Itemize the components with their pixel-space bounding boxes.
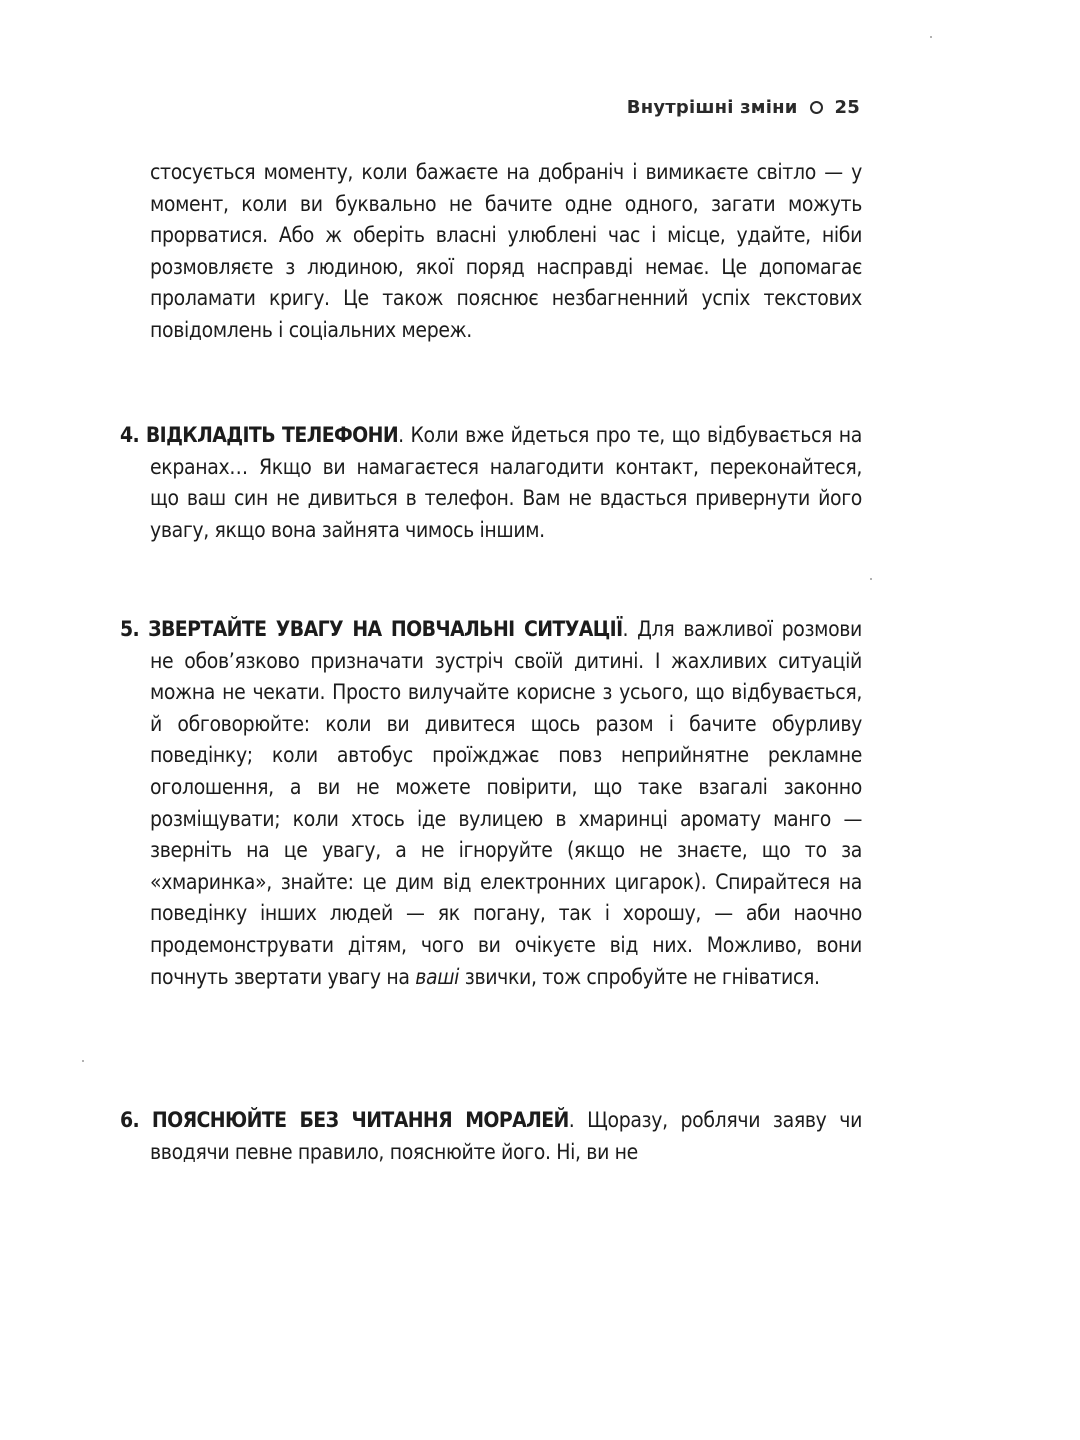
paper-speck (930, 36, 932, 38)
list-item-text-end: звички, тож спробуйте не гніватися. (459, 964, 820, 989)
paper-speck (82, 1060, 84, 1062)
list-item-number: 6. (120, 1108, 140, 1132)
page-number: 25 (834, 97, 860, 118)
list-item-heading: ПОЯСНЮЙТЕ БЕЗ ЧИТАННЯ МОРАЛЕЙ (151, 1108, 569, 1132)
list-item-5 (120, 614, 862, 993)
list-item-4 (120, 420, 862, 546)
list-item-text: . Для важливої розмови не обов’язково призначати зустріч своїй дитині. І жахливих ситуацій можна не чекати. Просто вилучайте корисне з усього, що відбувається, й обговорюйте: коли ви дивитеся щось разом і бачите обурливу поведінку; коли автобус проїжджає повз неприйнятне рекламне оголошення, а ви не можете повірити, що таке взагалі законно розміщувати; коли хтось іде вулицею в хмаринці аромату манго — зверніть на це увагу, а не ігноруйте (якщо не знаєте, що то за «хмаринка», знайте: це дим від електронних цигарок). Спирайтеся на поведінку інших людей — як погану, так і хорошу, — аби наочно продемонструвати дітям, чого ви очікуєте від них. Можливо, вони почнуть звертати увагу на (150, 617, 862, 989)
list-item-number: 4. (120, 423, 140, 447)
continuation-paragraph: стосується моменту, коли бажаєте на добраніч і вимикаєте світло — у момент, коли ви буквально не бачите одне одного, загати можуть прорватися. Або ж оберіть власні улюблені час і місце, удайте, ніби розмовляєте з людиною, якої поряд насправді немає. Це допомагає проламати кригу. Це також пояснює незбагненний успіх текстових повідомлень і соціальних мереж. (150, 160, 862, 342)
list-item-text: . Коли вже йдеться про те, що відбувається на екранах… Якщо ви намагаєтеся налагодити контакт, переконайтеся, що ваш син не дивиться в телефон. Вам не вдасться привернути його увагу, якщо вона зайнята чимось іншим. (150, 423, 863, 542)
section-title: Внутрішні зміни (626, 97, 798, 118)
paper-speck (870, 578, 872, 580)
emphasis-text: ваші (415, 964, 460, 989)
list-item-heading: ВІДКЛАДІТЬ ТЕЛЕФОНИ (145, 423, 399, 447)
circle-icon (810, 101, 823, 114)
list-item-6 (120, 1105, 862, 1168)
list-item-text: . Щоразу, роблячи заяву чи вводячи певне правило, пояснюйте його. Ні, ви не (150, 1108, 862, 1164)
list-item-number: 5. (120, 617, 140, 641)
list-item-heading: ЗВЕРТАЙТЕ УВАГУ НА ПОВЧАЛЬНІ СИТУАЦІЇ (148, 617, 623, 641)
running-header (627, 97, 860, 118)
